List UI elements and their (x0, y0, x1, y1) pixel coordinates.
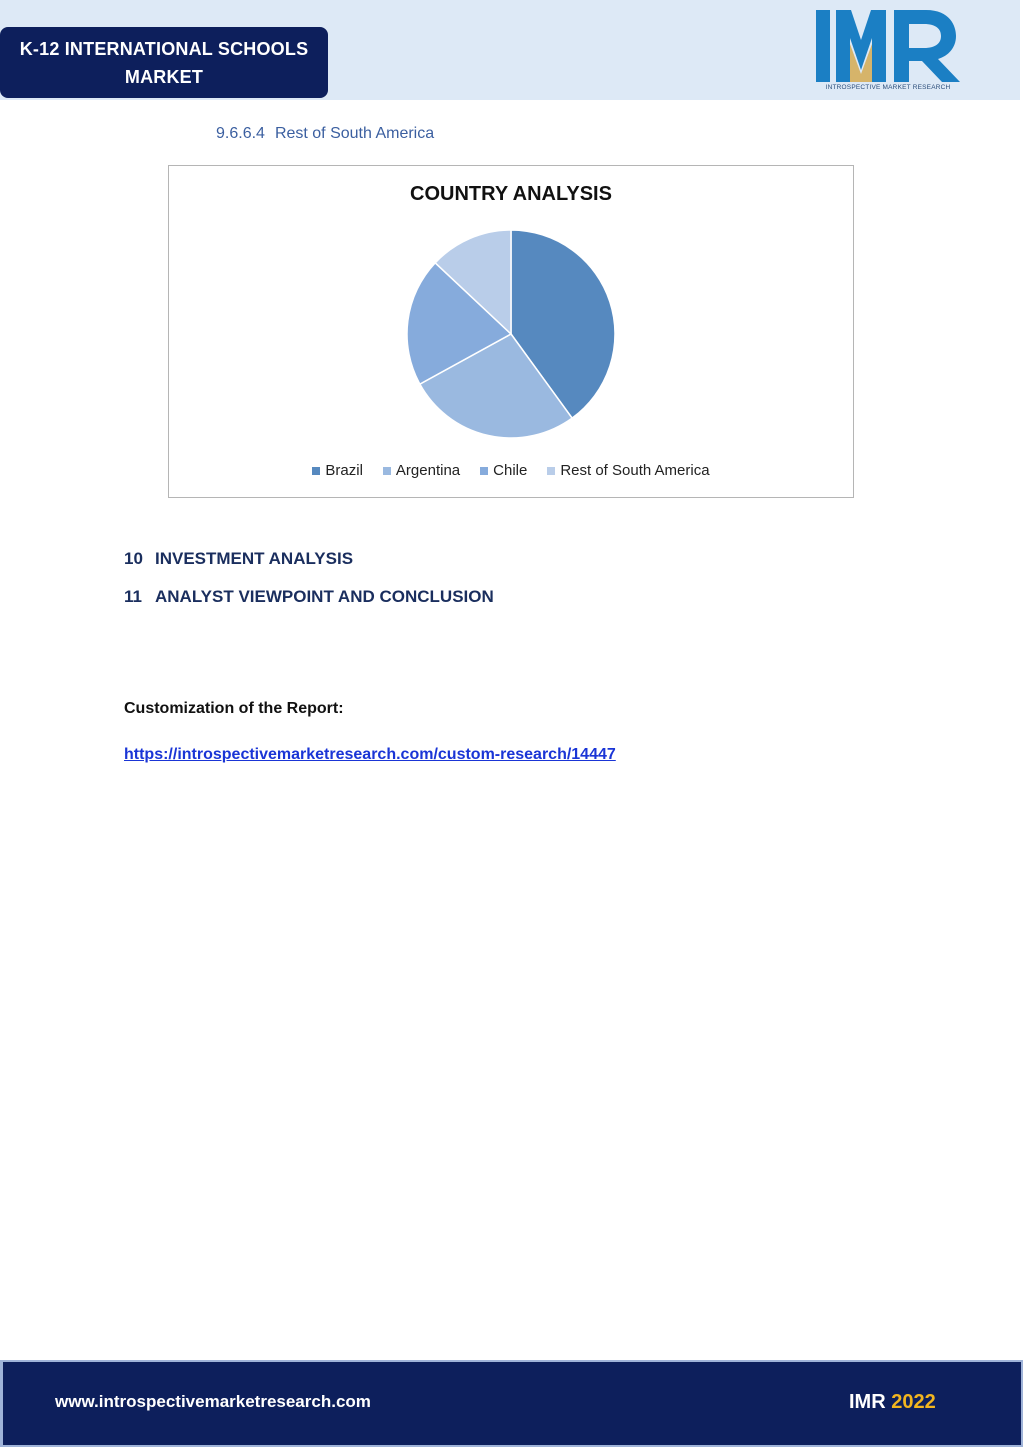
legend-item-rest-of-south-america (547, 462, 709, 479)
legend-item-chile (480, 462, 527, 479)
pie-chart (169, 166, 853, 456)
legend-swatch (383, 467, 391, 475)
footer-year: 2022 (891, 1391, 936, 1413)
country-analysis-chart (168, 165, 854, 498)
footer-website: www.introspectivemarketresearch.com (55, 1392, 371, 1411)
report-title-line2: MARKET (124, 67, 204, 87)
logo-letter-m (836, 10, 886, 82)
section-title: ANALYST VIEWPOINT AND CONCLUSION (155, 587, 494, 606)
imr-logo (814, 8, 962, 96)
logo-caption: INTROSPECTIVE MARKET RESEARCH (825, 84, 951, 91)
legend-label: Brazil (325, 462, 363, 479)
legend-swatch (312, 467, 320, 475)
section-title: INVESTMENT ANALYSIS (155, 549, 354, 568)
section-number: 10 (124, 549, 143, 568)
legend-label: Argentina (395, 462, 461, 479)
footer-brand (849, 1391, 936, 1414)
subsection-number: 9.6.6.4 (216, 125, 265, 142)
section-heading-analyst (124, 587, 494, 607)
legend-item-brazil (312, 462, 363, 479)
legend-item-argentina (383, 462, 460, 479)
section-number: 11 (124, 587, 142, 606)
legend-label: Rest of South America (560, 462, 710, 479)
customization-label: Customization of the Report: (124, 700, 344, 717)
report-title-line1: K-12 INTERNATIONAL SCHOOLS (19, 39, 309, 59)
logo-letter-r (894, 10, 960, 82)
legend-label: Chile (493, 462, 528, 479)
section-heading-investment (124, 549, 353, 569)
chart-legend (169, 462, 853, 479)
legend-swatch (480, 467, 488, 475)
chart-title: COUNTRY ANALYSIS (410, 183, 612, 205)
customization-link[interactable]: https://introspectivemarketresearch.com/custom-research/14447 (124, 746, 616, 763)
subsection-title: Rest of South America (274, 125, 435, 142)
footer-brand-name: IMR (849, 1391, 886, 1413)
footer (3, 1362, 1021, 1445)
legend-swatch (547, 467, 555, 475)
subsection-heading (216, 125, 434, 143)
logo-letter-i (816, 10, 830, 82)
report-title-box (0, 27, 328, 98)
